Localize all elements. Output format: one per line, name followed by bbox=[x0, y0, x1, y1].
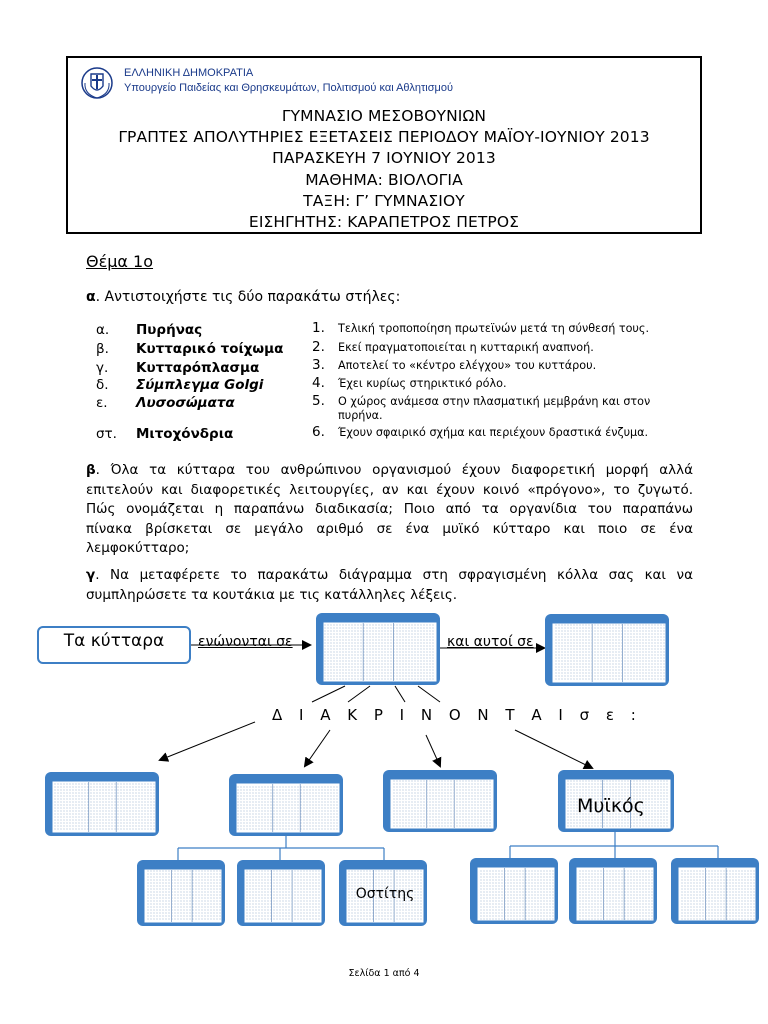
differentiate-label: Δ Ι Α Κ Ρ Ι Ν Ο Ν Τ Α Ι σ ε : bbox=[272, 706, 642, 724]
left-item-term: Σύμπλεγμα Golgi bbox=[136, 377, 264, 393]
right-item-number: 5. bbox=[312, 393, 325, 409]
left-item-letter: δ. bbox=[96, 377, 109, 393]
theme-title: Θέμα 1ο bbox=[86, 252, 154, 271]
right-item-number: 4. bbox=[312, 375, 325, 391]
right-item-text: Έχουν σφαιρικό σχήμα και περιέχουν δραστικά ένζυμα. bbox=[338, 426, 649, 439]
blank-answer-box bbox=[569, 858, 657, 924]
blank-answer-box bbox=[545, 614, 669, 686]
part-a-label: α bbox=[86, 289, 96, 305]
arrow2-label: και αυτοί σε bbox=[447, 634, 534, 650]
blank-answer-box bbox=[671, 858, 759, 924]
part-b-text: . Όλα τα κύτταρα του ανθρώπινου οργανισμού έχουν διαφορετική μορφή αλλά bbox=[95, 462, 693, 478]
part-b-line: λεμφοκύτταρο; bbox=[86, 540, 190, 556]
exam-date: ΠΑΡΑΣΚΕΥΗ 7 ΙΟΥΝΙΟΥ 2013 bbox=[272, 149, 496, 167]
blank-answer-box bbox=[229, 774, 343, 836]
part-a-text: . Αντιστοιχήστε τις δύο παρακάτω στήλες: bbox=[95, 289, 401, 305]
school-name: ΓΥΜΝΑΣΙΟ ΜΕΣΟΒΟΥΝΙΩΝ bbox=[281, 107, 487, 125]
blank-answer-box bbox=[470, 858, 558, 924]
bone-label: Οστίτης bbox=[355, 886, 415, 902]
right-item-number: 1. bbox=[312, 320, 325, 336]
part-c-text: . Να μεταφέρετε το παρακάτω διάγραμμα στη σφραγισμένη κόλλα σας και να bbox=[95, 567, 693, 583]
right-item-text: Έχει κυρίως στηρικτικό ρόλο. bbox=[338, 377, 507, 390]
left-item-letter: α. bbox=[96, 322, 110, 338]
ministry-name: Υπουργείο Παιδείας και Θρησκευμάτων, Πολιτισμού και Αθλητισμού bbox=[124, 82, 454, 94]
muscle-label: Μυϊκός bbox=[577, 795, 645, 817]
arrow-to-category bbox=[305, 730, 330, 766]
part-c-label: γ bbox=[86, 567, 96, 583]
right-item-number: 2. bbox=[312, 339, 325, 355]
class: ΤΑΞΗ: Γ’ ΓΥΜΝΑΣΙΟΥ bbox=[303, 192, 465, 210]
left-item-letter: β. bbox=[96, 341, 109, 357]
right-item-text: Τελική τροποποίηση πρωτεϊνών μετά τη σύνθεσή τους. bbox=[338, 322, 650, 335]
government-name: ΕΛΛΗΝΙΚΗ ΔΗΜΟΚΡΑΤΙΑ bbox=[124, 67, 254, 79]
blank-answer-box bbox=[383, 770, 497, 832]
blank-answer-box bbox=[237, 860, 325, 926]
right-item-text: Αποτελεί το «κέντρο ελέγχου» του κυττάρου. bbox=[338, 359, 597, 372]
part-b-label: β bbox=[86, 462, 96, 478]
part-c-line: συμπληρώσετε τα κουτάκια με τις κατάλληλες λέξεις. bbox=[86, 586, 458, 603]
left-item-term: Κυτταρόπλασμα bbox=[136, 360, 260, 376]
left-item-letter: ε. bbox=[96, 395, 108, 411]
part-b-line: Πώς ονομάζεται η παραπάνω διαδικασία; Ποιο από τα οργανίδια του παραπάνω bbox=[86, 501, 693, 517]
blank-answer-box bbox=[316, 613, 440, 685]
start-label: Τα κύτταρα bbox=[63, 631, 165, 651]
page-footer: Σελίδα 1 από 4 bbox=[348, 968, 420, 979]
arrow-to-category bbox=[160, 722, 255, 760]
left-item-term: Μιτοχόνδρια bbox=[136, 426, 234, 442]
right-item-number: 6. bbox=[312, 424, 325, 440]
right-item-text: Εκεί πραγματοποιείται η κυτταρική αναπνοή. bbox=[338, 341, 594, 354]
blank-answer-box bbox=[137, 860, 225, 926]
part-b-line: επιτελούν και διαφορετικές λειτουργίες, αν και έχουν κοινό «πρόγονο», το ζυγωτό. bbox=[86, 481, 693, 498]
part-b-line: πίνακα βρίσκεται σε μεγάλο αριθμό σε ένα μυϊκό κύτταρο και ποιο σε ένα bbox=[86, 520, 693, 537]
left-item-letter: στ. bbox=[96, 426, 117, 442]
arrow-to-category bbox=[515, 730, 592, 768]
exam-title: ΓΡΑΠΤΕΣ ΑΠΟΛΥΤΗΡΙΕΣ ΕΞΕΤΑΣΕΙΣ ΠΕΡΙΟΔΟΥ ΜΑΪΟΥ-ΙΟΥΝΙΟΥ 2013 bbox=[118, 128, 650, 146]
arrow-to-category bbox=[426, 735, 440, 766]
left-item-term: Πυρήνας bbox=[136, 322, 203, 338]
arrow1-label: ενώνονται σε bbox=[198, 634, 293, 650]
left-item-term: Λυσοσώματα bbox=[136, 395, 235, 411]
right-item-number: 3. bbox=[312, 357, 325, 373]
blank-answer-box bbox=[45, 772, 159, 836]
left-item-letter: γ. bbox=[96, 360, 109, 376]
subject: ΜΑΘΗΜΑ: ΒΙΟΛΟΓΙΑ bbox=[305, 171, 463, 189]
right-item-text: Ο χώρος ανάμεσα στην πλασματική μεμβράνη και στον πυρήνα. bbox=[338, 395, 651, 422]
left-item-term: Κυτταρικό τοίχωμα bbox=[136, 341, 284, 357]
teacher: ΕΙΣΗΓΗΤΗΣ: ΚΑΡΑΠΕΤΡΟΣ ΠΕΤΡΟΣ bbox=[248, 213, 520, 231]
